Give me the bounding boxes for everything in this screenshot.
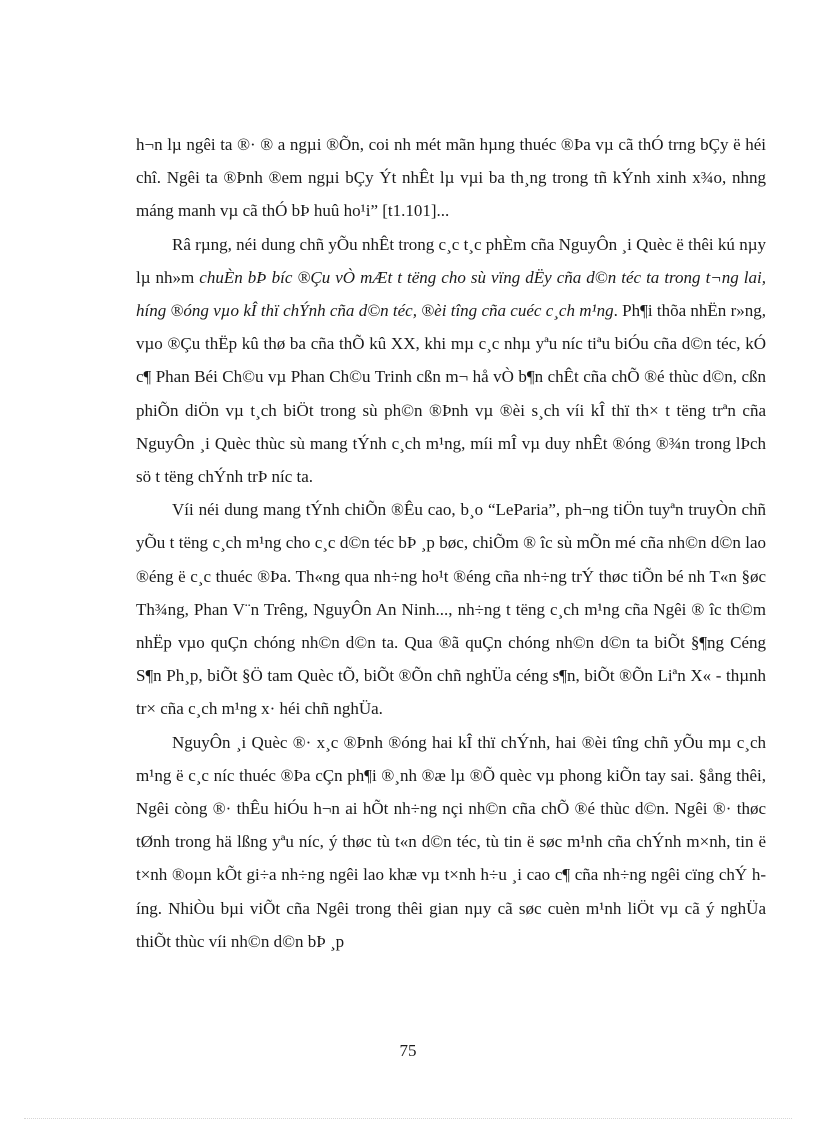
text-run: NguyÔn ¸i Quèc ®· x¸c ®Þnh ®óng hai kÎ thï chÝnh, hai ®èi tîng chñ yÕu mµ c¸ch m¹ng ë c¸c níc thuéc ®Þa cÇn ph¶i ®¸nh ®æ lµ ®Õ quèc vµ phong kiÕn tay sai. §ång thêi, Ngêi còng ®· thÊu hiÓu h¬n ai hÕt nh÷ng nçi nh©n cña chÕ ®é thùc d©n. Ngêi ®· thøc tØnh trong hä lßng yªu níc, ý thøc tù t«n d©n téc, tù tin ë søc m¹nh cña chÝnh m×nh, tin ë t×nh ®oµn kÕt gi÷a nh÷ng ngêi lao khæ vµ t×nh h÷u ¸i cao c¶ cña nh÷ng ngêi cïng chÝ híng. NhiÒu bµi viÕt cña Ngêi trong thêi gian nµy cã søc cuèn m¹nh liÖt vµ cã ý nghÜa thiÕt thùc víi nh©n d©n bÞ ¸p (136, 732, 766, 951)
page-bottom-rule (24, 1118, 792, 1119)
page-number: 75 (399, 1041, 417, 1060)
paragraph (136, 128, 766, 228)
text-run: Râ rµng, néi dung chñ yÕu nhÊt trong c¸c t¸c phÈm cña NguyÔn ¸i Quèc ë thêi kú nµy lµ nh»m (136, 234, 766, 287)
paragraph (136, 228, 766, 494)
paragraph (136, 726, 766, 958)
text-run: Víi néi dung mang tÝnh chiÕn ®Êu cao, b¸o “LeParia”, ph¬ng tiÖn tuyªn truyÒn chñ yÕu t tëng c¸ch m¹ng cho c¸c d©n téc bÞ ¸p bøc, chiÕm ® îc sù mÕn mé cña nh©n d©n lao ®éng ë c¸c thuéc ®Þa. Th«ng qua nh÷ng ho¹t ®éng cña nh÷ng trÝ thøc tiÕn bé nh T«n §øc Th¾ng, Phan V¨n Trêng, NguyÔn An Ninh..., nh÷ng t tëng c¸ch m¹ng cña Ngêi ® îc th©m nhËp vµo quÇn chóng nh©n d©n ta. Qua ®ã quÇn chóng nh©n d©n ta biÕt §¶ng Céng S¶n Ph¸p, biÕt §Ö tam Quèc tÕ, biÕt ®Õn chñ nghÜa céng s¶n, biÕt ®Õn Liªn X« - thµnh tr× cña c¸ch m¹ng x· héi chñ nghÜa. (136, 500, 766, 719)
paragraph (136, 493, 766, 725)
italic-text-run: chuÈn bÞ bíc ®Çu vÒ mÆt t tëng cho sù vïng dËy cña d©n téc ta trong t¬ng lai, híng ®óng vµo kÎ thï chÝnh cña d©n téc, ®èi tîng cña cuéc c¸ch m¹ng (136, 267, 766, 321)
text-run: . Ph¶i thõa nhËn r»ng, vµo ®Çu thËp kû thø ba cña thÕ kû XX, khi mµ c¸c nhµ yªu níc tiªu biÓu cña d©n téc, kÓ c¶ Phan Béi Ch©u vµ Phan Ch©u Trinh cßn m¬ hå vÒ b¶n chÊt cña chÕ ®é thùc d©n, cßn phiÕn diÖn vµ t¸ch biÖt trong sù ph©n ®Þnh vµ ®èi s¸ch víi kÎ thï th× t tëng trªn cña NguyÔn ¸i Quèc thùc sù mang tÝnh c¸ch m¹ng, míi mÎ vµ duy nhÊt ®óng ®¾n trong lÞch sö t tëng chÝnh trÞ níc ta. (136, 301, 766, 487)
document-body (136, 128, 766, 958)
text-run: h¬n lµ ngêi ta ®· ® a ngµi ®Õn, coi nh mét mãn hµng thuéc ®Þa vµ cã thÓ trng bÇy ë héi chî. Ngêi ta ®Þnh ®em ngµi bÇy Ýt nhÊt lµ vµi ba th¸ng trong tñ kÝnh xinh x¾o, nhng máng manh vµ cã thÓ bÞ huû ho¹i” [t1.101]... (136, 135, 766, 221)
